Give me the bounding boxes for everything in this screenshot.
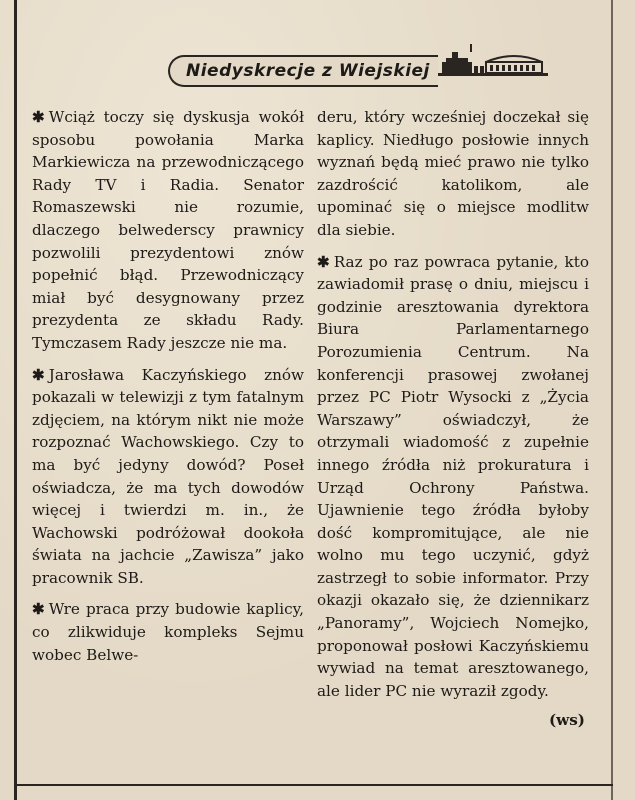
news-item-3-continued	[317, 106, 589, 242]
news-item-text: Raz po raz powraca pytanie, kto zawiadomił prasę o dniu, miejscu i godzinie aresztowania dyrektora Biura Parlamentarnego Porozumienia Centrum. Na konferencji prasowej zwołanej przez PC Piotr Wysocki z „Życia Warszawy” oświadczył, że otrzymali wiadomość z zupełnie innego źródła niż prokuratura i Urząd Ochrony Państwa. Ujawnienie tego źródła byłoby dość kompromitujące, ale nie wolno mu tego uczynić, gdyż zastrzegł to sobie informator. Przy okazji okazało się, że dziennikarz „Panoramy”, Wojciech Nomejko, proponował posłowi Kaczyńskiemu wywiad na temat aresztowanego, ale lider PC nie wyraził zgody.	[317, 252, 589, 700]
column-rule-left	[14, 0, 17, 800]
article-columns	[32, 106, 600, 776]
news-item-text: deru, który wcześniej doczekał się kaplicy. Niedługo posłowie innych wyznań będą mieć prawo nie tylko zazdrościć katolikom, ale upominać się o miejsce modlitw dla siebie.	[317, 108, 589, 239]
news-item-text: Jarosława Kaczyńskiego znów pokazali w telewizji z tym fatalnym zdjęciem, na którym nikt nie może rozpoznać Wachowskiego. Czy to ma być jedyny dowód? Poseł oświadcza, że ma tych dowodów więcej i twierdzi m. in., że Wachowski podróżował dookoła świata na jachcie „Zawisza” jako pracownik SB.	[32, 365, 304, 587]
right-column	[317, 106, 589, 732]
news-item-text: Wciąż toczy się dyskusja wokół sposobu powołania Marka Markiewicza na przewodniczącego Rady TV i Radia. Senator Romaszewski nie rozumie, dlaczego belwederscy prawnicy pozwolili prezydentowi znów popełnić błąd. Przewodniczący miał być desygnowany przez prezydenta ze składu Rady. Tymczasem Rady jeszcze nie ma.	[32, 108, 304, 352]
section-title: Niedyskrecje z Wiejskiej	[168, 55, 438, 87]
asterisk-bullet-icon: ✱	[32, 365, 45, 384]
bottom-rule	[14, 784, 613, 786]
asterisk-bullet-icon: ✱	[317, 252, 330, 271]
author-signature: (ws)	[549, 711, 585, 730]
news-item-text: Wre praca przy budowie kaplicy, co zlikwiduje kompleks Sejmu wobec Belwe-	[32, 600, 304, 664]
news-item-2	[32, 364, 304, 590]
parliament-building-icon	[438, 40, 548, 88]
asterisk-bullet-icon: ✱	[32, 108, 45, 126]
news-item-3	[32, 598, 304, 666]
news-item-1	[32, 106, 304, 355]
asterisk-bullet-icon: ✱	[32, 600, 45, 619]
column-rule-right	[611, 0, 613, 800]
left-column	[32, 106, 304, 675]
news-item-4	[317, 251, 589, 703]
